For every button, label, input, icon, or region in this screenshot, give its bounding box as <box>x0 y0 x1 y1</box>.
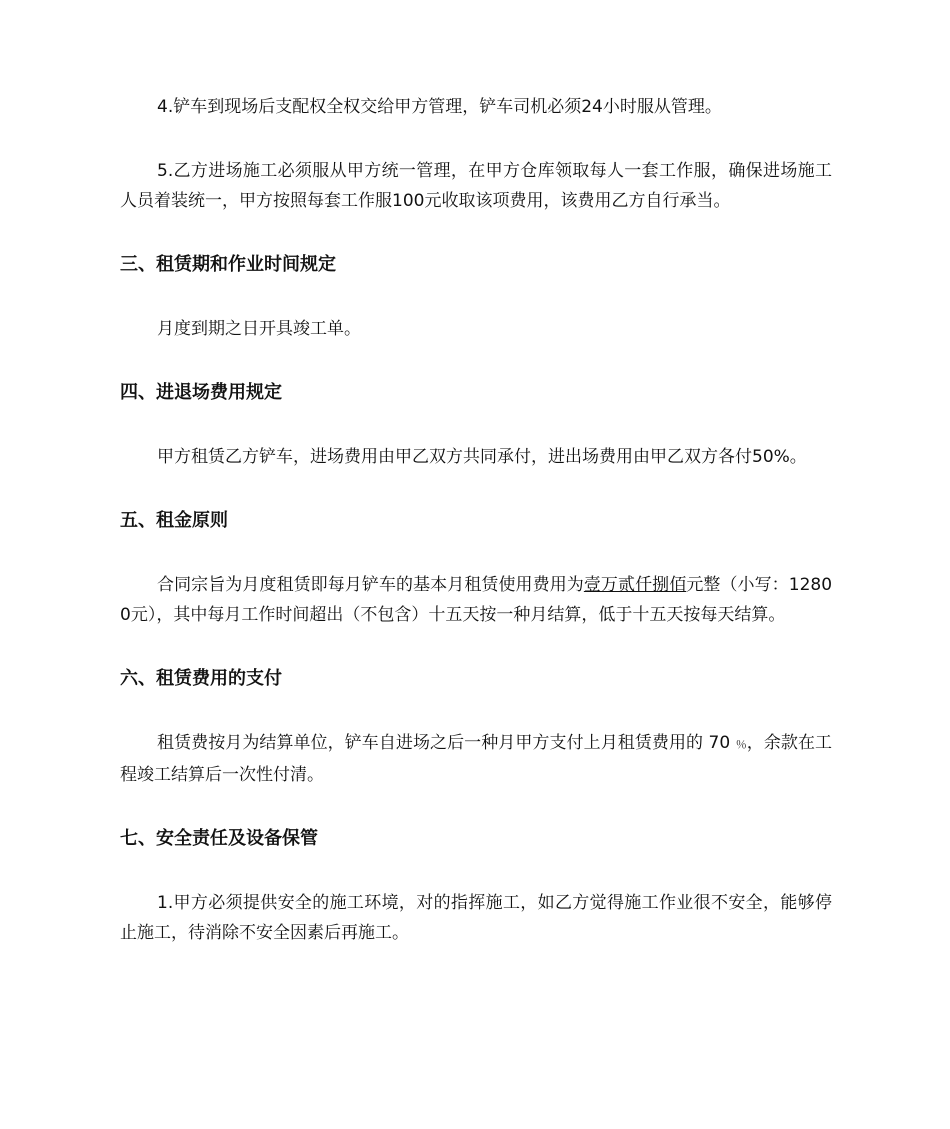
section-3-body: 月度到期之日开具竣工单。 <box>157 319 361 339</box>
section-3-heading: 三、租赁期和作业时间规定 <box>120 254 336 275</box>
percent-sign: ％ <box>735 738 747 751</box>
section-6-body <box>120 728 832 790</box>
section-4-body: 甲方租赁乙方铲车，进场费用由甲乙双方共同承付，进出场费用由甲乙双方各付50%。 <box>157 447 807 467</box>
section-6-body-after: ，余款在工程竣工结算后一次性付清。 <box>120 733 833 785</box>
section-7-clause-1: 1.甲方必须提供安全的施工环境，对的指挥施工，如乙方觉得施工作业很不安全，能够停止施工，待消除不安全因素后再施工。 <box>120 893 832 943</box>
clause-4-5: 5.乙方进场施工必须服从甲方统一管理，在甲方仓库领取每人一套工作服，确保进场施工人员着装统一，甲方按照每套工作服100元收取该项费用，该费用乙方自行承当。 <box>120 161 832 211</box>
section-5-body-before: 合同宗旨为月度租赁即每月铲车的基本月租赁使用费用为 <box>157 575 584 595</box>
section-7-heading: 七、安全责任及设备保管 <box>120 828 318 849</box>
section-6-body-before: 租赁费按月为结算单位，铲车自进场之后一种月甲方支付上月租赁费用的 70 <box>157 733 731 753</box>
section-4-heading: 四、进退场费用规定 <box>120 382 282 403</box>
section-5-body <box>120 570 832 630</box>
section-5-heading: 五、租金原则 <box>120 510 228 531</box>
section-5-body-after: 元整（小写：12800元），其中每月工作时间超出（不包含）十五天按一种月结算，低于十五天按每天结算。 <box>120 575 833 625</box>
rent-amount-in-words: 壹万贰仟捌佰 <box>583 575 687 595</box>
section-6-heading: 六、租赁费用的支付 <box>120 668 282 689</box>
clause-4-4: 4.铲车到现场后支配权全权交给甲方管理，铲车司机必须24小时服从管理。 <box>157 97 722 117</box>
document-body <box>120 92 832 982</box>
